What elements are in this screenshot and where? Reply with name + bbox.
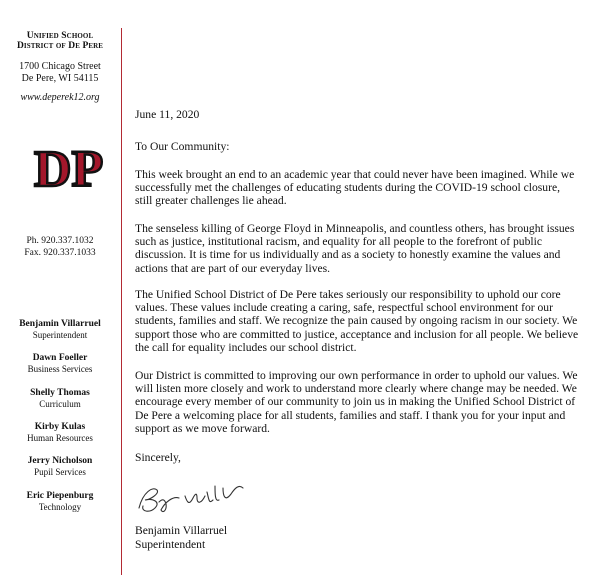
signer-title: Superintendent <box>135 538 206 551</box>
letter-paragraph: This week brought an end to an academic year that could never have been imagined. While we successfully met the challenges of educating students during the COVID-19 school closure, still greater challenges lie ahead. <box>135 168 575 208</box>
address-line2: De Pere, WI 54115 <box>21 73 99 84</box>
signer-name: Benjamin Villarruel <box>135 524 228 537</box>
letter-paragraph: The senseless killing of George Floyd in Minneapolis, and countless others, has brought issues such as justice, institutional racism, and equality for all people to the forefront of public discussion. It is time for us individually and as a society to honestly examine the values and actions that are part of our everyday lives. <box>135 222 575 275</box>
staff-name: Kirby Kulas <box>34 422 86 432</box>
fax-number: Fax. 920.337.1033 <box>24 247 96 258</box>
staff-role: Curriculum <box>39 398 81 409</box>
district-website: www.deperek12.org <box>20 92 100 103</box>
staff-role: Superintendent <box>32 329 88 340</box>
staff-role: Pupil Services <box>34 466 86 477</box>
sidebar-divider <box>121 28 122 575</box>
staff-entry <box>0 491 120 512</box>
signature <box>135 478 265 516</box>
letter-paragraph: Our District is committed to improving our own performance in order to uphold our values. We will listen more closely and work to understand more clearly where change may be needed. We encourage every member of our community to join us in making the Unified School District of De Pere a welcoming place for all students, families and staff. I thank you for your input and support as we move forward. <box>135 369 578 435</box>
letter-date: June 11, 2020 <box>135 108 200 121</box>
letter-salutation: To Our Community: <box>135 140 230 153</box>
district-name <box>0 31 120 51</box>
district-name-line1: Unified School <box>26 31 94 41</box>
staff-name: Benjamin Villarruel <box>19 319 101 329</box>
staff-entry <box>0 456 120 477</box>
staff-role: Business Services <box>27 363 93 374</box>
logo-d: DP <box>34 141 104 198</box>
address-line1: 1700 Chicago Street <box>19 61 101 72</box>
staff-name: Shelly Thomas <box>30 388 90 398</box>
staff-name: Eric Piepenburg <box>26 491 94 501</box>
letter-paragraph: The Unified School District of De Pere takes seriously our responsibility to uphold our core values. These values include creating a caring, safe, respectful school environment for our students, families and staff. We recognize the pain caused by ongoing racism in our society. We support those who are committed to justice, acceptance and inclusion for all people. We believe the call for equality includes our school district. <box>135 288 579 354</box>
staff-entry <box>0 422 120 443</box>
staff-name: Jerry Nicholson <box>27 456 93 466</box>
staff-entry <box>0 319 120 340</box>
staff-entry <box>0 353 120 374</box>
staff-entry <box>0 388 120 409</box>
staff-name: Dawn Foeller <box>32 353 88 363</box>
district-name-line2: District of De Pere <box>16 41 104 51</box>
letter-closing: Sincerely, <box>135 451 181 464</box>
letterhead-sidebar <box>0 0 120 575</box>
staff-role: Human Resources <box>27 432 93 443</box>
contact-numbers <box>0 236 120 259</box>
staff-role: Technology <box>38 501 82 512</box>
phone-number: Ph. 920.337.1032 <box>26 236 94 246</box>
district-address <box>0 61 120 85</box>
district-logo <box>32 140 104 210</box>
